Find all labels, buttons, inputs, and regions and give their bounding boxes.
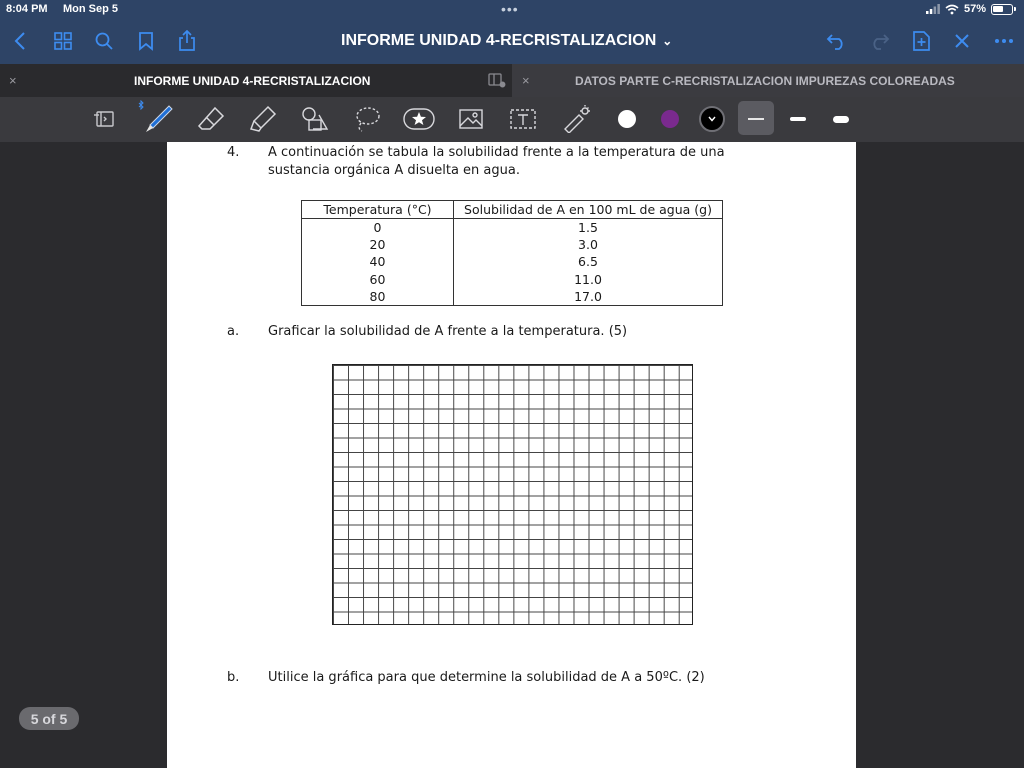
part-b-text: Utilice la gráfica para que determine la solubilidad de A a 50ºC. (2)	[268, 670, 705, 685]
status-time: 8:04 PM	[6, 3, 48, 15]
table-row	[302, 253, 723, 271]
solubility-cell: 17.0	[454, 288, 723, 306]
laser-pointer-tool[interactable]	[560, 103, 592, 135]
table-row	[302, 218, 723, 236]
stroke-thin-button[interactable]	[740, 103, 772, 135]
status-right-cluster	[926, 3, 1016, 15]
chevron-left-icon	[14, 31, 26, 51]
status-date: Mon Sep 5	[63, 3, 119, 15]
chevron-down-icon: ⌄	[662, 34, 673, 48]
question-4-text-line1: A continuación se tabula la solubilidad frente a la temperatura de una	[268, 145, 725, 160]
question-4-text-line2: sustancia orgánica A disuelta en agua.	[268, 163, 520, 178]
undo-icon	[826, 31, 848, 51]
tab-informe[interactable]	[0, 64, 512, 97]
document-title-menu[interactable]	[341, 32, 672, 50]
close-button[interactable]	[950, 29, 974, 53]
stroke-medium-icon	[790, 117, 806, 121]
text-tool[interactable]	[507, 103, 539, 135]
read-only-tool[interactable]	[89, 103, 121, 135]
thumbnails-button[interactable]	[51, 29, 75, 53]
chevron-down-icon	[708, 116, 716, 122]
graph-grid[interactable]	[332, 364, 693, 625]
black-color-dot-selected	[699, 106, 725, 132]
stroke-thick-icon	[833, 116, 849, 123]
back-button[interactable]	[8, 29, 32, 53]
color-black-swatch[interactable]	[696, 103, 728, 135]
annotation-toolbar	[0, 97, 1024, 142]
multitasking-dots[interactable]: •••	[501, 1, 519, 17]
part-b-label: b.	[227, 670, 240, 685]
stroke-thin-icon	[748, 118, 764, 120]
shapes-icon	[299, 105, 329, 133]
column-header-temperature: Temperatura (°C)	[302, 201, 454, 219]
stroke-medium-button[interactable]	[782, 103, 814, 135]
shapes-tool[interactable]	[298, 103, 330, 135]
bluetooth-icon	[138, 100, 144, 110]
stroke-thick-button[interactable]	[825, 103, 857, 135]
table-row	[302, 236, 723, 254]
solubility-cell: 1.5	[454, 218, 723, 236]
share-button[interactable]	[175, 29, 199, 53]
laser-pointer-icon	[561, 105, 591, 133]
battery-tip	[1014, 7, 1016, 11]
more-icon	[994, 38, 1014, 44]
tab-split-icon[interactable]	[488, 73, 506, 88]
table-row	[302, 271, 723, 289]
temperature-cell: 20	[302, 236, 454, 254]
close-icon	[953, 32, 971, 50]
table-header-row	[302, 201, 723, 219]
color-white-swatch[interactable]	[611, 103, 643, 135]
document-tabs	[0, 64, 1024, 97]
color-purple-swatch[interactable]	[654, 103, 686, 135]
redo-icon	[868, 31, 890, 51]
eraser-tool[interactable]	[195, 103, 227, 135]
share-icon	[177, 30, 197, 52]
search-button[interactable]	[92, 29, 116, 53]
lasso-icon	[353, 105, 381, 133]
signal-icon	[926, 4, 940, 14]
pen-icon	[143, 104, 173, 134]
battery-percent: 57%	[963, 3, 986, 15]
highlighter-icon	[249, 105, 277, 133]
bookmark-icon	[138, 31, 154, 51]
search-icon	[94, 31, 114, 51]
table-row	[302, 288, 723, 306]
add-page-button[interactable]	[909, 29, 933, 53]
text-box-icon	[509, 107, 537, 131]
temperature-cell: 40	[302, 253, 454, 271]
white-color-dot	[618, 110, 636, 128]
part-a-text: Graficar la solubilidad de A frente a la temperatura. (5)	[268, 324, 628, 339]
solubility-cell: 3.0	[454, 236, 723, 254]
star-sticker-icon	[403, 107, 435, 131]
document-page[interactable]	[167, 142, 856, 768]
tab-datos[interactable]	[512, 64, 1024, 97]
bookmark-button[interactable]	[134, 29, 158, 53]
image-tool[interactable]	[455, 103, 487, 135]
wifi-icon	[945, 4, 959, 15]
read-mode-icon	[93, 108, 117, 130]
tab-label: INFORME UNIDAD 4-RECRISTALIZACION	[134, 73, 371, 88]
page-indicator[interactable]: 5 of 5	[19, 707, 79, 730]
column-header-solubility: Solubilidad de A en 100 mL de agua (g)	[454, 201, 723, 219]
temperature-cell: 0	[302, 218, 454, 236]
battery-icon	[991, 4, 1013, 15]
tab-close-button[interactable]: ×	[522, 73, 530, 88]
grid-icon	[53, 31, 73, 51]
elements-tool[interactable]	[403, 103, 435, 135]
temperature-cell: 80	[302, 288, 454, 306]
undo-button[interactable]	[825, 29, 849, 53]
part-a-label: a.	[227, 324, 240, 339]
lasso-tool[interactable]	[351, 103, 383, 135]
solubility-cell: 6.5	[454, 253, 723, 271]
eraser-icon	[197, 106, 225, 132]
image-icon	[458, 107, 484, 131]
pen-tool[interactable]	[142, 103, 174, 135]
purple-color-dot	[661, 110, 679, 128]
solubility-cell: 11.0	[454, 271, 723, 289]
add-page-icon	[911, 30, 931, 52]
solubility-table	[301, 200, 723, 306]
highlighter-tool[interactable]	[247, 103, 279, 135]
top-nav-bar	[0, 0, 1024, 64]
tab-close-button[interactable]: ×	[9, 73, 17, 88]
tab-label: DATOS PARTE C-RECRISTALIZACION IMPUREZAS COLOREADAS	[575, 73, 955, 88]
temperature-cell: 60	[302, 271, 454, 289]
more-button[interactable]	[992, 29, 1016, 53]
redo-button[interactable]	[867, 29, 891, 53]
document-title: INFORME UNIDAD 4-RECRISTALIZACION	[341, 32, 657, 49]
question-4-number: 4.	[227, 145, 240, 160]
